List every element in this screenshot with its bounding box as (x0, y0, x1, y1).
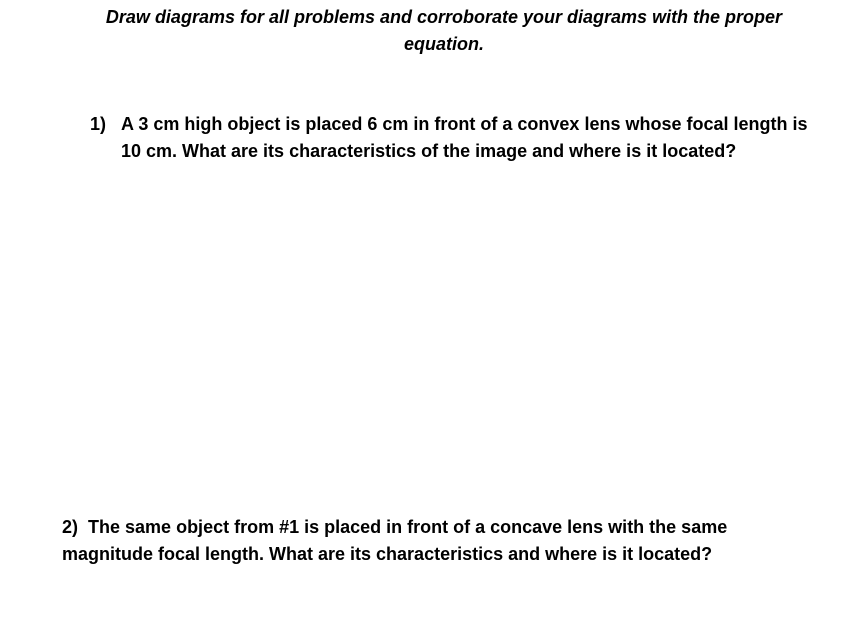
instructions-heading: Draw diagrams for all problems and corroborate your diagrams with the proper equation. (105, 7, 783, 54)
problem-2 (62, 514, 802, 568)
problem-1 (90, 111, 810, 165)
problem-1-number: 1) (90, 114, 107, 134)
problem-2-text: The same object from #1 is placed in front of a concave lens with the same magnitude focal length. What are its characteristics and where is it located? (62, 517, 728, 564)
answer-workspace (60, 200, 800, 500)
problem-2-number: 2) (62, 517, 79, 537)
problem-1-text: A 3 cm high object is placed 6 cm in front of a convex lens whose focal length is 10 cm. What are its characteristics of the image and where is it located? (121, 114, 808, 161)
